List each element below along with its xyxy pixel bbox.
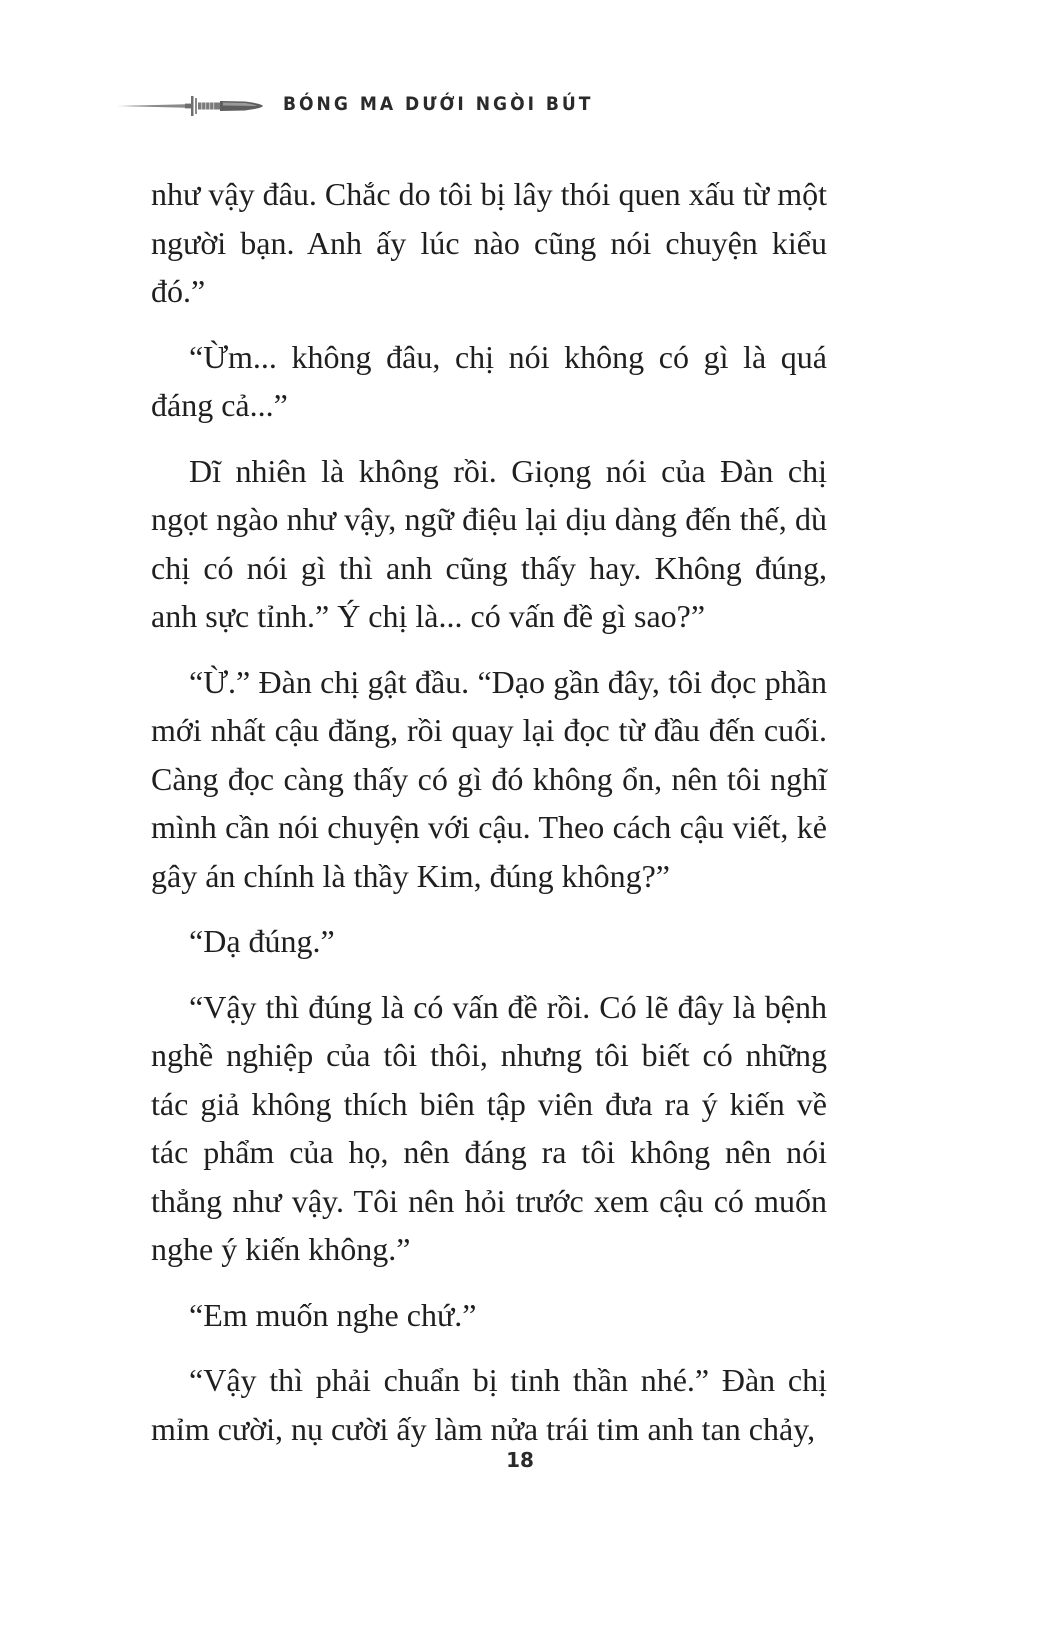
- paragraph-1: như vậy đâu. Chắc do tôi bị lây thói quen xấu từ một người bạn. Anh ấy lúc nào cũng nói chuyện kiểu đó.”: [151, 176, 827, 309]
- paragraph-3: Dĩ nhiên là không rồi. Giọng nói của Đàn chị ngọt ngào như vậy, ngữ điệu lại dịu dàng đến thế, dù chị có nói gì thì anh cũng thấy hay. Không đúng, anh sực tỉnh.” Ý chị là... có vấn đề gì sao?”: [151, 452, 827, 634]
- running-title: BÓNG MA DƯỚI NGÒI BÚT: [283, 93, 594, 115]
- body-text: [151, 170, 827, 1470]
- paragraph-6: “Vậy thì đúng là có vấn đề rồi. Có lẽ đây là bệnh nghề nghiệp của tôi thôi, nhưng tôi biết có những tác giả không thích biên tập viên đưa ra ý kiến về tác phẩm của họ, nên đáng ra tôi không nên nói thẳng như vậy. Tôi nên hỏi trước xem cậu có muốn nghe ý kiến không.”: [151, 988, 827, 1267]
- paragraph-5: “Dạ đúng.”: [189, 923, 335, 959]
- paragraph-7: “Em muốn nghe chứ.”: [189, 1296, 477, 1333]
- paragraph-4: “Ừ.” Đàn chị gật đầu. “Dạo gần đây, tôi đọc phần mới nhất cậu đăng, rồi quay lại đọc từ đầu đến cuối. Càng đọc càng thấy có gì đó không ổn, nên tôi nghĩ mình cần nói chuyện với cậu. Theo cách cậu viết, kẻ gây án chính là thầy Kim, đúng không?”: [151, 663, 827, 894]
- running-header: [115, 85, 915, 125]
- paragraph-8: “Vậy thì phải chuẩn bị tinh thần nhé.” Đàn chị mỉm cười, nụ cười ấy làm nửa trái tim anh tan chảy,: [151, 1362, 827, 1447]
- page-number: 18: [506, 1448, 534, 1472]
- pen-icon: [115, 91, 265, 121]
- paragraph-2: “Ừm... không đâu, chị nói không có gì là quá đáng cả...”: [151, 338, 827, 423]
